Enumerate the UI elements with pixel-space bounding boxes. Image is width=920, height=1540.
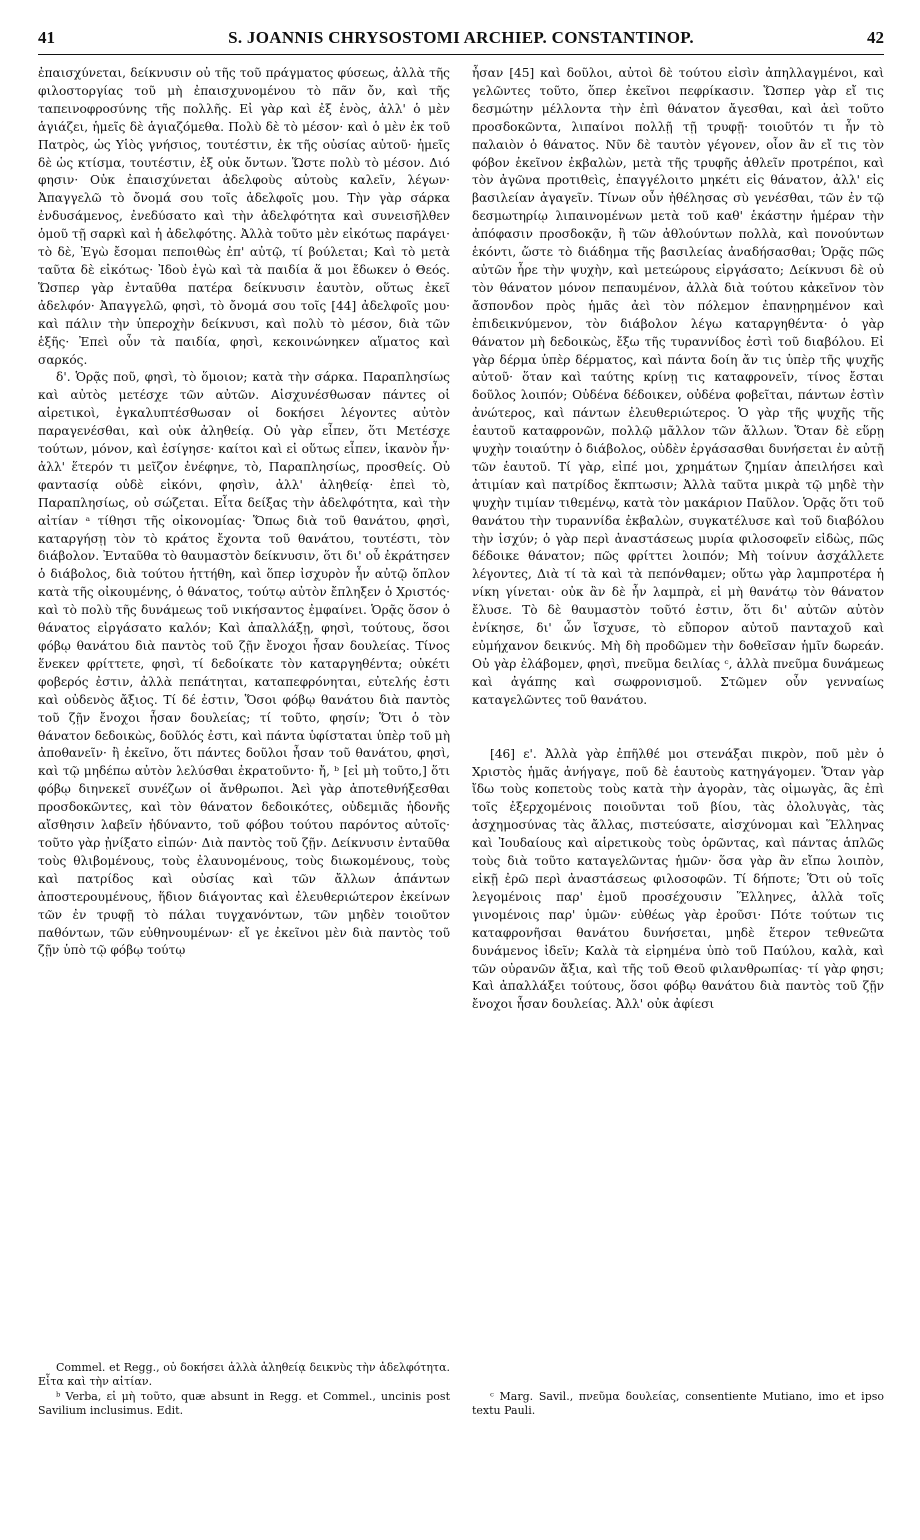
- left-footnotes: [38, 1361, 450, 1419]
- paragraph: ἐπαισχύνεται, δείκνυσιν οὐ τῆς τοῦ πράγματος φύσεως, ἀλλὰ τῆς φιλοστοργίας τοῦ μὴ ἐπαισχυνομένου τὸ πᾶν ὄν, καὶ τῆς ταπεινοφροσύνης τῆς πολλῆς. Εἰ γὰρ καὶ ἐξ ἑνὸς, ἀλλ' ὁ μὲν ἁγιάζει, ἡμεῖς δὲ ἁγιαζόμεθα. Πολὺ δὲ τὸ μέσον· καὶ ὁ μὲν ἐκ τοῦ Πατρὸς, ὡς Υἱὸς γνήσιος, τουτέστιν, ἐκ τῆς οὐσίας αὐτοῦ· ἡμεῖς δὲ ὡς κτίσμα, τουτέστιν, ἐξ οὐκ ὄντων. Ὥστε πολὺ τὸ μέσον. Διό φησιν· Οὐκ ἐπαισχύνεται ἀδελφοὺς αὐτοὺς καλεῖν, λέγων· Ἀπαγγελῶ τὸ ὄνομά σου τοῖς ἀδελφοῖς μου. Τὴν γὰρ σάρκα ἐνδυσάμενος, ἐνεδύσατο καὶ τὴν ἀδελφότητα καὶ συνεισῆλθεν ὁμοῦ τῇ σαρκὶ καὶ ἡ ἀδελφότης. Ἀλλὰ τοῦτο μὲν εἰκότως παράγει· τὸ δὲ, Ἐγὼ ἔσομαι πεποιθὼς ἐπ' αὐτῷ, τί βούλεται; Καὶ τὸ μετὰ ταῦτα δὲ εἰκότως· Ἰδοὺ ἐγὼ καὶ τὰ παιδία ἅ μοι ἔδωκεν ὁ Θεός. Ὥσπερ γὰρ ἐνταῦθα πατέρα δείκνυσιν ἑαυτὸν, οὕτως ἐκεῖ ἀδελφόν· Ἀπαγγελῶ, φησὶ, τὸ ὄνομά σου τοῖς [44] ἀδελφοῖς μου· καὶ πάλιν τὴν ὑπεροχὴν δείκνυσι, καὶ πολὺ τὸ μέσον, διὰ τῶν ἑξῆς· Ἐπεὶ οὖν τὰ παιδία, φησὶ, κεκοινώνηκεν αἵματος καὶ σαρκός.: [38, 66, 450, 367]
- footnote: ᵇ Verba, εἰ μὴ τοῦτο, quæ absunt in Regg. et Commel., uncinis post Savilium inclusimus. Edit.: [38, 1390, 450, 1417]
- left-page-number: 41: [38, 28, 55, 47]
- paragraph: [46] ε'. Ἀλλὰ γὰρ ἐπῆλθέ μοι στενάξαι πικρὸν, ποῦ μὲν ὁ Χριστὸς ἡμᾶς ἀνήγαγε, ποῦ δὲ ἑαυτοὺς κατηγάγομεν. Ὅταν γὰρ ἴδω τοὺς κοπετοὺς τοὺς κατὰ τὴν ἀγορὰν, τὰς οἰμωγὰς, ἃς ἐπὶ τοῖς ἐξερχομένοις ποιοῦνται τοῦ βίου, τὰς ὀλολυγὰς, τὰς ἀσχημοσύνας τὰς ἄλλας, πιστεύσατε, αἰσχύνομαι καὶ Ἕλληνας καὶ Ἰουδαίους καὶ αἱρετικοὺς τοὺς ὁρῶντας, καὶ πάντας ἁπλῶς τοὺς διὰ τοῦτο καταγελῶντας ἡμῶν· ὅσα γὰρ ἂν εἴπω λοιπὸν, εἰκῇ ἐρῶ περὶ ἀναστάσεως φιλοσοφῶν. Τί δήποτε; Ὅτι οὐ τοῖς λεγομένοις παρ' ἐμοῦ προσέχουσιν Ἕλληνες, ἀλλὰ τοῖς γινομένοις παρ' ὑμῶν· εὐθέως γὰρ ἐροῦσι· Πότε τούτων τις καταφρονῆσαι θανάτου δυνήσεται, μηδὲ ἕτερον τεθνεῶτα δυνάμενος ἰδεῖν; Καλὰ τὰ εἰρημένα ὑπὸ τοῦ Παύλου, καλὰ, καὶ τῶν οὐρανῶν ἄξια, καὶ τῆς τοῦ Θεοῦ φιλανθρωπίας· τί γὰρ φησι; Καὶ ἀπαλλάξει τούτους, ὅσοι φόβῳ θανάτου διὰ παντὸς τοῦ ζῇν ἔνοχοι ἦσαν δουλείας. Ἀλλ' οὐκ ἀφίεσι: [472, 746, 884, 1012]
- left-column-text: [38, 65, 450, 960]
- right-column: [472, 65, 884, 1425]
- paragraph: δ'. Ὁρᾷς ποῦ, φησὶ, τὸ ὅμοιον; κατὰ τὴν σάρκα. Παραπλησίως καὶ αὐτὸς μετέσχε τῶν αὐτῶν. Αἰσχυνέσθωσαν πάντες οἱ αἱρετικοὶ, ἐγκαλυπτέσθωσαν οἱ δοκήσει λέγοντες αὐτὸν παραγενέσθαι, καὶ οὐκ ἀληθείᾳ. Οὐ γὰρ εἶπεν, ὅτι Μετέσχε τούτων, μόνον, καὶ ἐσίγησε· καίτοι καὶ εἰ οὕτως εἶπεν, ἱκανὸν ἦν· ἀλλ' ἕτερόν τι μεῖζον ἐνέφηνε, τὸ, Παραπλησίως, προσθείς. Οὐ φαντασίᾳ οὐδὲ εἰκόνι, φησὶν, ἀλλ' ἀληθείᾳ· ἐπεὶ τὸ, Παραπλησίως, οὐ σώζεται. Εἶτα δείξας τὴν ἀδελφότητα, καὶ τὴν αἰτίαν ᵃ τίθησι τῆς οἰκονομίας· Ὅπως διὰ τοῦ θανάτου, φησὶ, καταργήσῃ τὸν τὸ κράτος ἔχοντα τοῦ θανάτου, τουτέστι, τὸν διάβολον. Ἐνταῦθα τὸ θαυμαστὸν δείκνυσιν, ὅτι δι' οὗ ἐκράτησεν ὁ διάβολος, διὰ τούτου ἡττήθη, καὶ ὅπερ ἰσχυρὸν ἦν αὐτῷ ὅπλον κατὰ τῆς οἰκουμένης, ὁ θάνατος, τούτῳ αὐτὸν ἔπληξεν ὁ Χριστός· καὶ τὸ πολὺ τῆς δυνάμεως τοῦ νικήσαντος ἐμφαίνει. Ὁρᾷς ὅσον ὁ θάνατος εἰργάσατο καλόν; Καὶ ἀπαλλάξῃ, φησὶ, τούτους, ὅσοι φόβῳ θανάτου διὰ παντὸς τοῦ ζῇν ἔνοχοι ἦσαν δουλείας. Τίνος ἕνεκεν φρίττετε, φησὶ, τί δεδοίκατε τὸν καταργηθέντα; οὐκέτι φοβερός ἐστιν, ἀλλὰ πεπάτηται, καταπεφρόνηται, εὐτελής ἐστι καὶ οὐδενὸς ἄξιος. Τί δέ ἐστιν, Ὅσοι φόβῳ θανάτου διὰ παντὸς τοῦ ζῇν ἔνοχοι ἦσαν δουλείας; τί τοῦτο, φησίν; Ὅτι ὁ τὸν θάνατον δεδοικὼς, δοῦλός ἐστι, καὶ πάντα ὑφίσταται ὑπὲρ τοῦ μὴ ἀποθανεῖν· ἢ ἐκεῖνο, ὅτι πάντες δοῦλοι ἦσαν τοῦ θανάτου, φησὶ, καὶ τῷ μηδέπω αὐτὸν λελύσθαι ἐκρατοῦντο· ἤ, ᵇ [εἰ μὴ τοῦτο,] ὅτι φόβῳ διηνεκεῖ συνέζων οἱ ἄνθρωποι. Ἀεὶ γὰρ ἀποτεθνήξεσθαι προσδοκῶντες, καὶ τὸν θάνατον δεδοικότες, οὐδεμιᾶς ἡδονῆς αἴσθησιν λαβεῖν ἠδύναντο, τοῦ φόβου τούτου παρόντος αὐτοῖς· τοῦτο γὰρ ᾐνίξατο εἰπών· Διὰ παντὸς τοῦ ζῇν. Δείκνυσιν ἐνταῦθα τοὺς θλιβομένους, τοὺς ἐλαυνομένους, τοὺς διωκομένους, τοὺς καὶ πατρίδος καὶ οὐσίας καὶ τῶν ἄλλων ἁπάντων ἀποστερουμένους, ἥδιον διάγοντας καὶ ἐλευθεριώτερον ἐκείνων τῶν ἐν τρυφῇ τὸ πάλαι τυγχανόντων, τῶν μηδὲν τοιοῦτον παθόντων, τῶν εὐθηνουμένων· εἴ γε ἐκεῖνοι μὲν διὰ παντὸς τοῦ ζῇν ὑπὸ τῷ φόβῳ τούτῳ: [38, 370, 450, 958]
- right-page-number: 42: [867, 28, 884, 47]
- two-column-body: [38, 65, 884, 1425]
- running-title: S. JOANNIS CHRYSOSTOMI ARCHIEP. CONSTANTINOP.: [228, 28, 694, 47]
- right-footnotes: [472, 1390, 884, 1419]
- right-column-text: [472, 65, 884, 1014]
- left-column: [38, 65, 450, 1425]
- footnote: ᶜ Marg. Savil., πνεῦμα δουλείας, consentiente Mutiano, imo et ipso textu Pauli.: [472, 1390, 884, 1417]
- footnote: Commel. et Regg., οὐ δοκήσει ἀλλὰ ἀληθείᾳ δεικνὺς τὴν ἀδελφότητα. Εἶτα καὶ τὴν αἰτίαν.: [38, 1361, 450, 1388]
- paragraph: ἦσαν [45] καὶ δοῦλοι, αὐτοὶ δὲ τούτου εἰσὶν ἀπηλλαγμένοι, καὶ γελῶντες τοῦτο, ὅπερ ἐκεῖνοι πεφρίκασιν. Ὥσπερ γὰρ εἴ τις δεσμώτην μέλλοντα τὴν ἐπὶ θάνατον ἄγεσθαι, καὶ ἀεὶ τοῦτο προσδοκῶντα, λιπαίνοι πολλῇ τῇ τρυφῇ· τοιοῦτόν τι ἦν τὸ παλαιὸν ὁ θάνατος. Νῦν δὲ ταυτὸν γέγονεν, οἷον ἂν εἴ τις τὸν φόβον ἐκεῖνον ἐκβαλὼν, μετὰ τῆς τρυφῆς ἀθλεῖν προτρέποι, καὶ τὸν ἀγῶνα προτιθεὶς, ἐπαγγέλοιτο μηκέτι εἰς θάνατον, ἀλλ' εἰς βασιλείαν ἀγαγεῖν. Τίνων οὖν ἠθέλησας σὺ γενέσθαι, τῶν ἐν τῷ δεσμωτηρίῳ λιπαινομένων μετὰ τοῦ καθ' ἑκάστην ἡμέραν τὴν ἀπόφασιν προσδοκᾷν, ἢ τῶν ἀθλούντων πολλὰ, καὶ πονούντων ἑκόντι, ὥστε τὸ διάδημα τῆς βασιλείας ἀναδήσασθαι; Ὁρᾷς πῶς αὐτῶν ἦρε τὴν ψυχὴν, καὶ μετεώρους εἰργάσατο; Δείκνυσι δὲ οὐ τὸν θάνατον μόνον πεπαυμένον, ἀλλὰ διὰ τούτου κἀκεῖνον τὸν ἄσπονδον πρὸς ἡμᾶς ἀεὶ τὸν πόλεμον ἐπανῃρημένον καὶ ἐπιδεικνύμενον, τὸν διάβολον λέγω καταργηθέντα· ὁ γὰρ θάνατον μὴ δεδοικὼς, ἔξω τῆς τυραννίδος ἐστὶ τοῦ διαβόλου. Εἰ γὰρ δέρμα ὑπὲρ δέρματος, καὶ πάντα δοίη ἄν τις ὑπὲρ τῆς ψυχῆς αὐτοῦ· ὅταν καὶ ταύτης κρίνῃ τις καταφρονεῖν, τίνος ἔσται δοῦλος λοιπόν; Οὐδένα δέδοικεν, οὐδένα φοβεῖται, πάντων ἐστὶν ἀνώτερος, καὶ πάντων ἐλευθεριώτερος. Ὁ γὰρ τῆς ψυχῆς τῆς ἑαυτοῦ καταφρονῶν, πολλῷ μᾶλλον τῶν ἄλλων. Ὅταν δὲ εὕρῃ ψυχὴν τοιαύτην ὁ διάβολος, οὐδὲν ἐργάσασθαι δυνήσεται ἐν αὐτῇ τῶν ἑαυτοῦ. Τί γὰρ, εἰπέ μοι, χρημάτων ζημίαν ἀπειλήσει καὶ ἀτιμίαν καὶ πατρίδος ἔκπτωσιν; Ἀλλὰ ταῦτα μικρὰ τῷ μηδὲ τὴν ψυχὴν τιμίαν τιθεμένῳ, κατὰ τὸν μακάριον Παῦλον. Ὁρᾷς ὅτι τοῦ θανάτου τὴν τυραννίδα ἐκβαλὼν, συγκατέλυσε καὶ τοῦ διαβόλου τὴν ἰσχύν; ὁ γὰρ περὶ ἀναστάσεως μυρία φιλοσοφεῖν εἰδὼς, πῶς δέδοικε θάνατον; πῶς φρίττει λοιπόν; Μὴ τοίνυν ἀσχάλλετε λέγοντες, Διὰ τί τὰ καὶ τὰ πεπόνθαμεν; οὕτω γὰρ λαμπροτέρα ἡ νίκη γίνεται· οὐκ ἂν δὲ ἦν λαμπρὰ, εἰ μὴ θανάτῳ τὸν θάνατον ἔλυσε. Τὸ δὲ θαυμαστὸν τοῦτό ἐστιν, ὅτι δι' αὐτῶν αὐτὸν ἐνίκησε, δι' ὧν ἴσχυσε, τὸ εὔπορον αὐτοῦ πανταχοῦ καὶ εὐμήχανον δεικνύς. Μὴ δὴ προδῶμεν τὴν δοθεῖσαν ἡμῖν δωρεάν. Οὐ γὰρ ἐλάβομεν, φησὶ, πνεῦμα δειλίας ᶜ, ἀλλὰ πνεῦμα δυνάμεως καὶ ἀγάπης καὶ σωφρονισμοῦ. Στῶμεν οὖν γενναίως καταγελῶντες τοῦ θανάτου.: [472, 66, 884, 707]
- running-header: [38, 28, 884, 55]
